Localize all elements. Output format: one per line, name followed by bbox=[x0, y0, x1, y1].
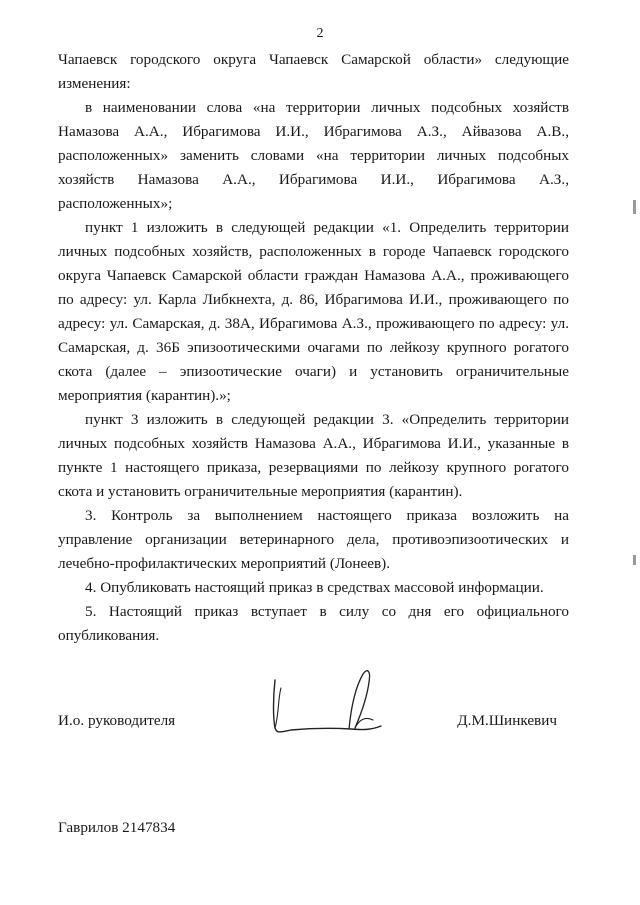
handwritten-signature bbox=[263, 668, 393, 748]
signature-block bbox=[58, 700, 569, 740]
paragraph-item-3: пункт 3 изложить в следующей редакции 3. «Определить территории личных подсобных хозяйств Намазова А.А., Ибрагимова И.И., указанные в пункте 1 настоящего приказа, резервациями по лейкозу крупного рогатого скота и установить ограничительные мероприятия (карантин). bbox=[58, 411, 569, 500]
paragraph-publish: 4. Опубликовать настоящий приказ в средствах массовой информации. bbox=[85, 579, 544, 596]
executor-note: Гаврилов 2147834 bbox=[58, 819, 176, 836]
paragraph-title-change: в наименовании слова «на территории личных подсобных хозяйств Намазова А.А., Ибрагимова И.И., Ибрагимова А.З., Айвазова А.В., расположенных» заменить словами «на территории личных подсобных хозяйств Намазова А.А., Ибрагимова И.И., Ибрагимова А.З., расположенных»; bbox=[58, 99, 569, 212]
signatory-position: И.о. руководителя bbox=[58, 712, 176, 729]
paragraph-item-1: пункт 1 изложить в следующей редакции «1. Определить территории личных подсобных хозяйств, расположенных в городе Чапаевск городского округа Чапаевск Самарской области граждан Намазова А.А., проживающего по адресу: ул. Карла Либкнехта, д. 86, Ибрагимова И.И., проживающего по адресу: ул. Самарская, д. 38А, Ибрагимова А.З., проживающего по адресу: ул. Самарская, д. 36Б эпизоотическими очагами по лейкозу крупного рогатого скота (далее – эпизоотические очаги) и установить ограничительные мероприятия (карантин).»; bbox=[58, 219, 569, 404]
paragraph-effective: 5. Настоящий приказ вступает в силу со дня его официального опубликования. bbox=[58, 603, 569, 644]
paragraph-intro: Чапаевск городского округа Чапаевск Самарской области» следующие изменения: bbox=[58, 51, 569, 92]
document-body bbox=[58, 48, 569, 648]
paragraph-control: 3. Контроль за выполнением настоящего приказа возложить на управление организации ветеринарного дела, противоэпизоотических и лечебно-профилактических мероприятий (Лонеев). bbox=[58, 507, 569, 572]
scan-edge-mark bbox=[633, 200, 636, 214]
page-number: 2 bbox=[316, 26, 324, 41]
scan-edge-mark bbox=[633, 555, 636, 565]
signatory-name: Д.М.Шинкевич bbox=[457, 712, 557, 729]
